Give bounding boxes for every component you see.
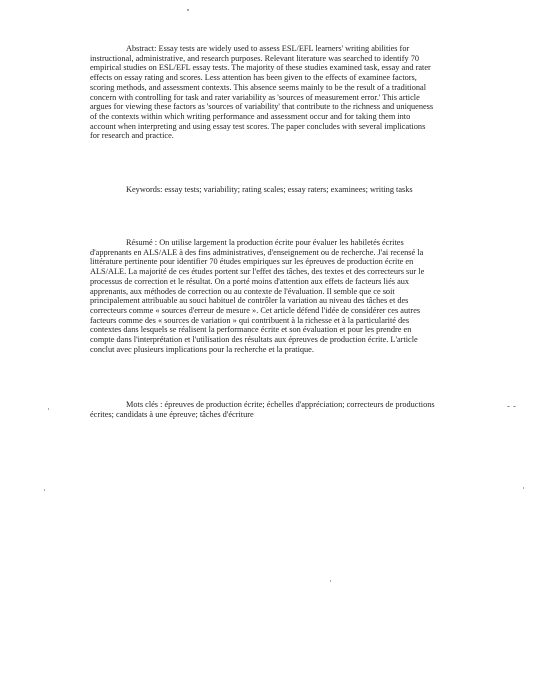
scan-speck: [187, 9, 189, 11]
mots-cles-heading: Mots clés :: [126, 400, 163, 409]
scan-speck: [330, 580, 331, 582]
keywords-heading: Keywords:: [126, 185, 163, 194]
scan-speck: [507, 406, 510, 407]
keywords-paragraph: [90, 185, 435, 195]
resume-paragraph: [90, 238, 435, 354]
abstract-paragraph: [90, 44, 435, 141]
abstract-heading: Abstract:: [126, 44, 157, 53]
scan-speck: [44, 489, 45, 491]
mots-cles-text: épreuves de production écrite; échelles d'appréciation; correcteurs de productions écrites; candidats à une épreuve; tâches d'écriture: [90, 400, 435, 419]
resume-heading: Résumé :: [126, 238, 158, 247]
scan-speck: [48, 408, 49, 410]
mots-cles-paragraph: [90, 400, 435, 419]
resume-text: On utilise largement la production écrite pour évaluer les habiletés écrites d'apprenants en ALS/ALE à des fins administratives, d'enseignement ou de recherche. J'ai recensé la littérature pertinente pour identifier 70 études empiriques sur les épreuves de production écrite en ALS/ALE. La majorité de ces études portent sur l'effet des tâches, des textes et des correcteurs sur le processus de correction et le résultat. On a porté moins d'attention aux effets de facteurs liés aux apprenants, aux méthodes de correction ou au contexte de l'évaluation. Il semble que ce soit principalement attribuable au souci habituel de contrôler la variation au niveau des tâches et des correcteurs comme « sources d'erreur de mesure ». Cet article défend l'idée de considérer ces autres facteurs comme des « sources de variation » qui contribuent à la richesse et à la particularité des contextes dans lesquels se réalisent la performance écrite et son évaluation et pour les prendre en compte dans l'interprétation et l'utilisation des résultats aux épreuves de production écrite. L'article conclut avec plusieurs implications pour la recherche et la pratique.: [90, 238, 425, 354]
scan-speck: [513, 406, 516, 407]
abstract-text: Essay tests are widely used to assess ESL/EFL learners' writing abilities for instructional, administrative, and research purposes. Relevant literature was searched to identify 70 empirical studies on ESL/EFL essay tests. The majority of these studies examined task, essay and rater effects on essay rating and scores. Less attention has been given to the effects of examinee factors, scoring methods, and assessment contexts. This absence seems mainly to be the result of a traditional concern with controlling for task and rater variability as 'sources of measurement error.' This article argues for viewing these factors as 'sources of variability' that contribute to the richness and uniqueness of the contexts within which writing performance and assessment occur and for taking them into account when interpreting and using essay test scores. The paper concludes with several implications for research and practice.: [90, 44, 434, 141]
keywords-text: essay tests; variability; rating scales; essay raters; examinees; writing tasks: [164, 185, 413, 194]
scan-speck: [523, 487, 524, 489]
